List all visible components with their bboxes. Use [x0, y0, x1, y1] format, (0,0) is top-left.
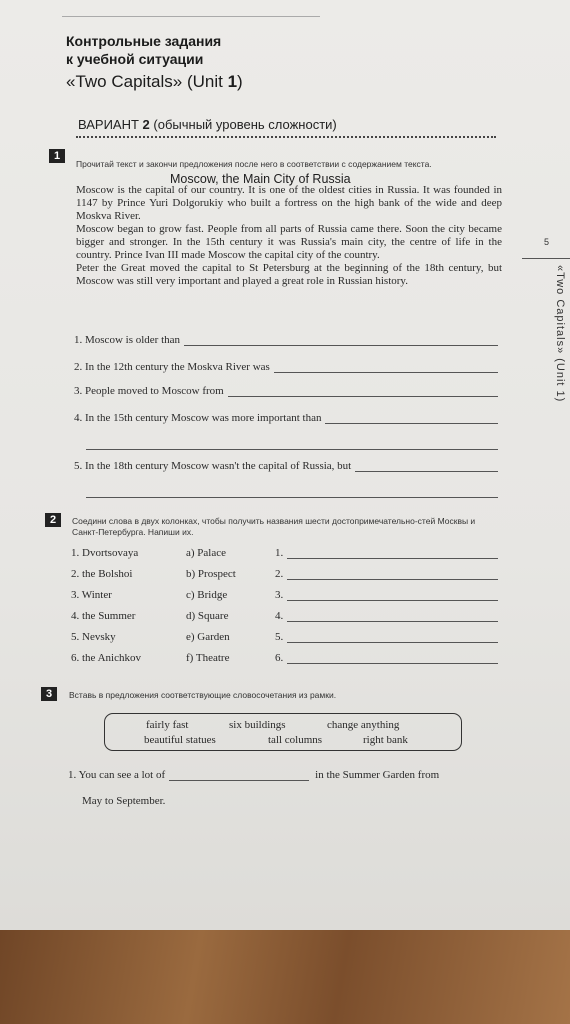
answer-blank[interactable] — [287, 631, 498, 643]
word-box-item: right bank — [363, 734, 408, 746]
match-answer-4: 4. — [275, 610, 498, 622]
word-box-item: fairly fast — [146, 719, 189, 731]
match-left-item: 1. Dvortsovaya — [71, 547, 139, 559]
match-left-item: 4. the Summer — [71, 610, 136, 622]
match-right-item: c) Bridge — [186, 589, 228, 601]
answer-blank[interactable] — [287, 652, 498, 664]
text-title: Moscow, the Main City of Russia — [170, 172, 351, 186]
dotted-divider — [76, 136, 496, 138]
task2-instruction: Соедини слова в двух колонках, чтобы получить названия шести достопримечательно-стей Москвы и Санкт-Петербурга. Напиши их. — [72, 516, 476, 537]
match-answer-3: 3. — [275, 589, 498, 601]
question-2: 2. In the 12th century the Moskva River was — [74, 361, 498, 373]
match-left-item: 6. the Anichkov — [71, 652, 141, 664]
match-left-item: 5. Nevsky — [71, 631, 116, 643]
word-box-item: beautiful statues — [144, 734, 216, 746]
match-left-item: 2. the Bolshoi — [71, 568, 133, 580]
answer-blank[interactable] — [355, 460, 498, 472]
match-answer-1: 1. — [275, 547, 498, 559]
answer-blank[interactable] — [228, 385, 498, 397]
word-box-item: six buildings — [229, 719, 286, 731]
match-right-item: a) Palace — [186, 547, 226, 559]
answer-blank[interactable] — [287, 610, 498, 622]
answer-blank[interactable] — [86, 448, 498, 450]
answer-blank[interactable] — [86, 496, 498, 498]
task2-number: 2 — [45, 513, 61, 527]
question-4: 4. In the 15th century Moscow was more important than — [74, 412, 498, 424]
task3-question-1-continued: May to September. — [82, 795, 166, 807]
answer-blank[interactable] — [287, 547, 498, 559]
question-1: 1. Moscow is older than — [74, 334, 498, 346]
word-box-item: tall columns — [268, 734, 323, 746]
match-answer-2: 2. — [275, 568, 498, 580]
paragraph: Moscow began to grow fast. People from all parts of Russia came there. Soon the city became bigger and stronger. In the 15th century it was Russia's main city, the centre of life in the country. Prince Ivan III made Moscow the capital city of the country. — [76, 223, 502, 261]
answer-blank[interactable] — [287, 589, 498, 601]
top-rule — [62, 16, 320, 17]
question-3: 3. People moved to Moscow from — [74, 385, 498, 397]
match-right-item: f) Theatre — [186, 652, 230, 664]
header-line1: Контрольные задания — [66, 33, 222, 49]
answer-blank[interactable] — [184, 334, 498, 346]
task1-instruction: Прочитай текст и закончи предложения после него в соответствии с содержанием текста. — [76, 159, 432, 169]
reading-text — [76, 184, 502, 288]
answer-blank[interactable] — [169, 769, 309, 781]
header-title: «Two Capitals» (Unit 1) — [66, 72, 243, 91]
match-right-item: d) Square — [186, 610, 229, 622]
answer-blank[interactable] — [325, 412, 498, 424]
match-answer-5: 5. — [275, 631, 498, 643]
task1-number: 1 — [49, 149, 65, 163]
task3-instruction: Вставь в предложения соответствующие словосочетания из рамки. — [69, 690, 337, 700]
paragraph: Peter the Great moved the capital to St Petersburg at the beginning of the 18th century, but Moscow was still very important and played a great role in Russian history. — [76, 262, 502, 287]
task3-question-1: 1. You can see a lot of in the Summer Garden from — [68, 769, 440, 781]
match-answer-6: 6. — [275, 652, 498, 664]
word-box-item: change anything — [327, 719, 400, 731]
question-5: 5. In the 18th century Moscow wasn't the capital of Russia, but — [74, 460, 498, 472]
page-number: 5 — [544, 237, 550, 247]
match-right-item: e) Garden — [186, 631, 230, 643]
match-left-item: 3. Winter — [71, 589, 112, 601]
running-title: «Two Capitals» (Unit 1) — [554, 265, 566, 403]
match-right-item: b) Prospect — [186, 568, 236, 580]
answer-blank[interactable] — [274, 361, 498, 373]
answer-blank[interactable] — [287, 568, 498, 580]
variant-heading: ВАРИАНТ 2 (обычный уровень сложности) — [78, 117, 337, 132]
task3-number: 3 — [41, 687, 57, 701]
paragraph: Moscow is the capital of our country. It is one of the oldest cities in Russia. It was founded in 1147 by Prince Yuri Dolgorukiy who built a fortress on the high bank of the wide and deep Moskva River. — [76, 184, 502, 222]
header-line2: к учебной ситуации — [66, 51, 204, 67]
sidebar-rule — [522, 258, 570, 259]
